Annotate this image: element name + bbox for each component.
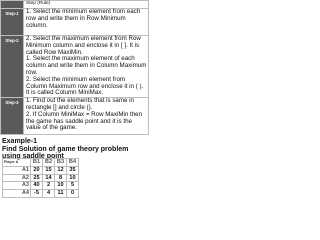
example-label: Example-1 <box>2 138 38 145</box>
payoff-cell: 2 <box>43 182 55 190</box>
step-text: 1. Find out the elements that is same in rectangle [] and circle (). 2. If Column MiniMax = Row MaxiMin then the game has saddle point and it is the value of the game. <box>24 98 149 135</box>
step-label: Step-1 <box>1 9 24 36</box>
step-label: Step-3 <box>1 98 24 135</box>
column-header: B3 <box>55 159 67 167</box>
row-header: A3 <box>3 182 31 190</box>
game-header-row <box>3 159 79 167</box>
step-row <box>1 36 149 98</box>
step-row <box>1 9 149 36</box>
row-header: A4 <box>3 190 31 198</box>
payoff-cell: 15 <box>43 166 55 174</box>
column-header: B4 <box>67 159 79 167</box>
payoff-cell: 4 <box>43 190 55 198</box>
step-text: 1. Select the minimum element from each row and write them in Row Minimum column. <box>24 9 149 36</box>
payoff-cell: 8 <box>55 174 67 182</box>
payoff-cell: 11 <box>55 190 67 198</box>
payoff-cell: 12 <box>55 166 67 174</box>
column-header: B1 <box>31 159 43 167</box>
column-header: B2 <box>43 159 55 167</box>
step-text: 2. Select the maximum element from Row Minimum column and enclose it in [ ]. It is called Row MaxiMin. 1. Select the maximum element of each column and write them in Column Maximum row. 2. Select the minimum element from Column Maximum row and enclose it in ( ). It is called Column MiniMax. <box>24 36 149 98</box>
payoff-cell: 25 <box>31 174 43 182</box>
steps-header-blank <box>1 1 24 9</box>
payoff-cell: 20 <box>31 166 43 174</box>
game-row <box>3 174 79 182</box>
game-row <box>3 166 79 174</box>
game-row <box>3 190 79 198</box>
game-row <box>3 182 79 190</box>
payoff-cell: -5 <box>31 190 43 198</box>
payoff-cell: 10 <box>67 174 79 182</box>
payoff-cell: 14 <box>43 174 55 182</box>
payoff-cell: 10 <box>55 182 67 190</box>
step-row <box>1 98 149 135</box>
player-a-label: Player A <box>3 159 31 167</box>
row-header: A2 <box>3 174 31 182</box>
document-page <box>0 0 149 198</box>
example-title: Find Solution of game theory problem using saddle point <box>2 145 129 161</box>
payoff-cell: 35 <box>67 166 79 174</box>
step-label: Step-2 <box>1 36 24 98</box>
payoff-cell: 5 <box>67 182 79 190</box>
payoff-cell: 40 <box>31 182 43 190</box>
row-header: A1 <box>3 166 31 174</box>
steps-header-label: Step (Rule) <box>24 1 149 9</box>
game-matrix <box>2 158 79 198</box>
payoff-cell: 0 <box>67 190 79 198</box>
steps-table <box>0 0 149 135</box>
